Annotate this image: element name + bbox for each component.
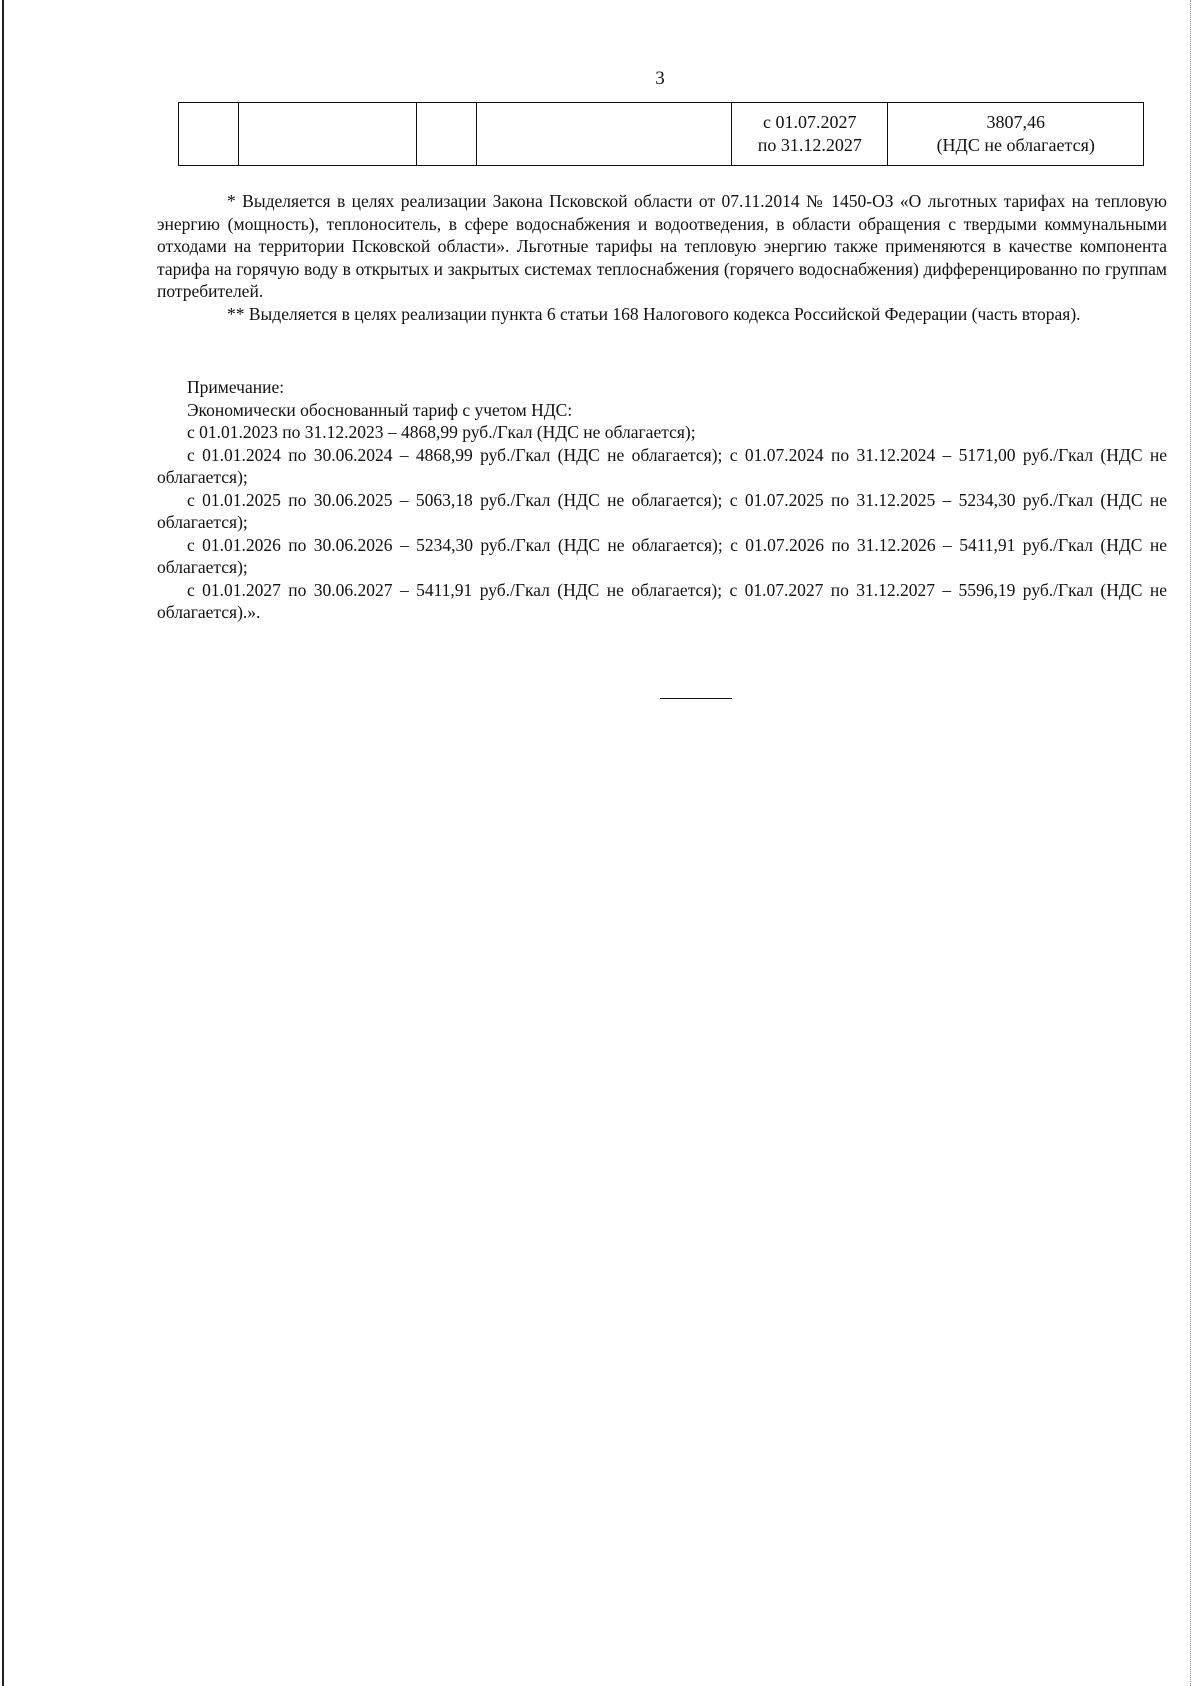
note-line-2024: с 01.01.2024 по 30.06.2024 – 4868,99 руб./Гкал (НДС не облагается); с 01.07.2024 по 31.12.2024 – 5171,00 руб./Гкал (НДС не облагается); [157,444,1167,487]
table-cell-empty-4 [477,103,732,166]
period-end: по 31.12.2027 [757,135,862,155]
notes-subheading: Экономически обоснованный тариф с учетом НДС: [187,399,573,420]
table-cell-empty-2 [239,103,416,166]
notes-section [157,376,1167,624]
table-cell-empty-1 [179,103,239,166]
vat-note: (НДС не облагается) [936,135,1095,155]
table-cell-period [732,103,888,166]
period-start: с 01.07.2027 [763,112,857,132]
note-line-2023: с 01.01.2023 по 31.12.2023 – 4868,99 руб./Гкал (НДС не облагается); [187,422,696,442]
note-line-2027: с 01.01.2027 по 30.06.2027 – 5411,91 руб./Гкал (НДС не облагается); с 01.07.2027 по 31.12.2027 – 5596,19 руб./Гкал (НДС не облагается).». [157,579,1167,622]
table-row [179,103,1144,166]
scan-edge-left [2,0,4,1686]
note-line-2025: с 01.01.2025 по 30.06.2025 – 5063,18 руб./Гкал (НДС не облагается); с 01.07.2025 по 31.12.2025 – 5234,30 руб./Гкал (НДС не облагается); [157,489,1167,532]
note-line-2026: с 01.01.2026 по 30.06.2026 – 5234,30 руб./Гкал (НДС не облагается); с 01.07.2026 по 31.12.2026 – 5411,91 руб./Гкал (НДС не облагается); [157,534,1167,577]
page-number: 3 [655,68,665,89]
scan-edge-right [1190,0,1192,1686]
notes-heading: Примечание: [187,377,285,397]
tariff-table [178,102,1144,166]
table-cell-value [888,103,1144,166]
tariff-value: 3807,46 [986,112,1045,132]
footnote-1: * Выделяется в целях реализации Закона Псковской области от 07.11.2014 № 1450-ОЗ «О льготных тарифах на тепловую энергию (мощность), теплоноситель, в сфере водоснабжения и водоотведения, в области обращения с твердыми коммунальными отходами на территории Псковской области». Льготные тарифы на тепловую энергию также применяются в качестве компонента тарифа на горячую воду в открытых и закрытых системах теплоснабжения (горячего водоснабжения) дифференцированно по группам потребителей. [157,191,1167,301]
end-rule [660,698,732,699]
footnote-2: ** Выделяется в целях реализации пункта 6 статьи 168 Налогового кодекса Российской Федерации (часть вторая). [227,303,1081,324]
table-cell-empty-3 [416,103,476,166]
footnotes [157,190,1167,325]
